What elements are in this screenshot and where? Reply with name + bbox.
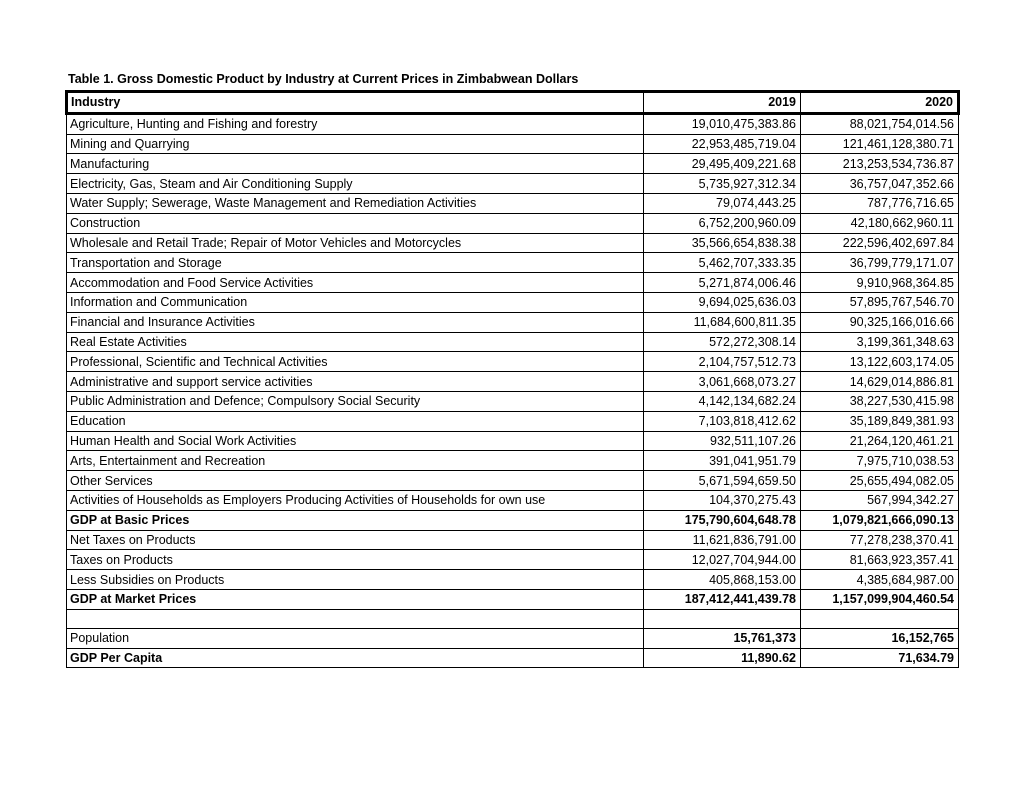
header-industry: Industry [67,92,644,114]
value-2020: 3,199,361,348.63 [801,332,959,352]
value-2020: 38,227,530,415.98 [801,391,959,411]
table-row [67,113,959,134]
value-2019: 104,370,275.43 [644,490,801,510]
subsidies-2019: 405,868,153.00 [644,570,801,590]
value-2020: 222,596,402,697.84 [801,233,959,253]
table-row [67,332,959,352]
table-row [67,411,959,431]
value-2019: 79,074,443.25 [644,193,801,213]
value-2019: 5,735,927,312.34 [644,174,801,194]
industry-cell: Other Services [67,471,644,491]
population-2020: 16,152,765 [801,628,959,648]
value-2020: 57,895,767,546.70 [801,292,959,312]
value-2020: 13,122,603,174.05 [801,352,959,372]
population-row [67,628,959,648]
per-capita-2020: 71,634.79 [801,648,959,668]
value-2020: 90,325,166,016.66 [801,312,959,332]
table-row [67,174,959,194]
blank-cell [644,609,801,628]
value-2019: 572,272,308.14 [644,332,801,352]
industry-cell: Electricity, Gas, Steam and Air Conditioning Supply [67,174,644,194]
value-2019: 19,010,475,383.86 [644,113,801,134]
table-row [67,431,959,451]
industry-cell: Administrative and support service activities [67,372,644,392]
value-2020: 21,264,120,461.21 [801,431,959,451]
table-title: Table 1. Gross Domestic Product by Industry at Current Prices in Zimbabwean Dollars [68,72,579,86]
table-row [67,154,959,174]
value-2019: 5,671,594,659.50 [644,471,801,491]
value-2019: 6,752,200,960.09 [644,213,801,233]
table-row [67,471,959,491]
table-row [67,312,959,332]
value-2020: 36,757,047,352.66 [801,174,959,194]
table-row [67,233,959,253]
gdp-market-2020: 1,157,099,904,460.54 [801,589,959,609]
value-2019: 391,041,951.79 [644,451,801,471]
subsidies-2020: 4,385,684,987.00 [801,570,959,590]
value-2019: 5,271,874,006.46 [644,273,801,293]
gdp-market-2019: 187,412,441,439.78 [644,589,801,609]
header-2019: 2019 [644,92,801,114]
value-2019: 22,953,485,719.04 [644,134,801,154]
per-capita-2019: 11,890.62 [644,648,801,668]
header-2020: 2020 [801,92,959,114]
subsidies-row [67,570,959,590]
industry-cell: Accommodation and Food Service Activities [67,273,644,293]
industry-cell: Agriculture, Hunting and Fishing and forestry [67,113,644,134]
value-2020: 787,776,716.65 [801,193,959,213]
value-2020: 25,655,494,082.05 [801,471,959,491]
table-row [67,352,959,372]
table-row [67,490,959,510]
table-row [67,451,959,471]
gdp-basic-label: GDP at Basic Prices [67,510,644,530]
value-2019: 9,694,025,636.03 [644,292,801,312]
net-taxes-2020: 77,278,238,370.41 [801,530,959,550]
blank-cell [801,609,959,628]
value-2020: 88,021,754,014.56 [801,113,959,134]
table-header-row [67,92,959,114]
value-2019: 35,566,654,838.38 [644,233,801,253]
value-2019: 932,511,107.26 [644,431,801,451]
table-row [67,134,959,154]
gdp-basic-2020: 1,079,821,666,090.13 [801,510,959,530]
blank-cell [67,609,644,628]
per-capita-label: GDP Per Capita [67,648,644,668]
value-2020: 14,629,014,886.81 [801,372,959,392]
industry-cell: Water Supply; Sewerage, Waste Management and Remediation Activities [67,193,644,213]
industry-cell: Activities of Households as Employers Producing Activities of Households for own use [67,490,644,510]
population-2019: 15,761,373 [644,628,801,648]
industry-cell: Mining and Quarrying [67,134,644,154]
value-2019: 2,104,757,512.73 [644,352,801,372]
table-row [67,193,959,213]
taxes-2020: 81,663,923,357.41 [801,550,959,570]
value-2020: 42,180,662,960.11 [801,213,959,233]
gdp-basic-row [67,510,959,530]
taxes-2019: 12,027,704,944.00 [644,550,801,570]
industry-cell: Arts, Entertainment and Recreation [67,451,644,471]
gdp-table [65,90,960,668]
industry-cell: Public Administration and Defence; Compulsory Social Security [67,391,644,411]
gdp-basic-2019: 175,790,604,648.78 [644,510,801,530]
value-2020: 36,799,779,171.07 [801,253,959,273]
value-2020: 35,189,849,381.93 [801,411,959,431]
industry-cell: Human Health and Social Work Activities [67,431,644,451]
value-2019: 7,103,818,412.62 [644,411,801,431]
gdp-market-label: GDP at Market Prices [67,589,644,609]
industry-cell: Transportation and Storage [67,253,644,273]
per-capita-row [67,648,959,668]
industry-cell: Wholesale and Retail Trade; Repair of Motor Vehicles and Motorcycles [67,233,644,253]
table-row [67,372,959,392]
value-2019: 29,495,409,221.68 [644,154,801,174]
table-row [67,253,959,273]
table-row [67,213,959,233]
industry-cell: Education [67,411,644,431]
value-2020: 7,975,710,038.53 [801,451,959,471]
value-2019: 3,061,668,073.27 [644,372,801,392]
subsidies-label: Less Subsidies on Products [67,570,644,590]
industry-cell: Manufacturing [67,154,644,174]
table-row [67,391,959,411]
table-row [67,273,959,293]
blank-row [67,609,959,628]
value-2020: 121,461,128,380.71 [801,134,959,154]
industry-cell: Information and Communication [67,292,644,312]
industry-cell: Construction [67,213,644,233]
gdp-market-row [67,589,959,609]
table-row [67,292,959,312]
value-2019: 4,142,134,682.24 [644,391,801,411]
net-taxes-row [67,530,959,550]
value-2019: 11,684,600,811.35 [644,312,801,332]
industry-cell: Financial and Insurance Activities [67,312,644,332]
value-2020: 213,253,534,736.87 [801,154,959,174]
net-taxes-label: Net Taxes on Products [67,530,644,550]
value-2019: 5,462,707,333.35 [644,253,801,273]
taxes-row [67,550,959,570]
industry-cell: Professional, Scientific and Technical Activities [67,352,644,372]
net-taxes-2019: 11,621,836,791.00 [644,530,801,550]
industry-cell: Real Estate Activities [67,332,644,352]
population-label: Population [67,628,644,648]
value-2020: 567,994,342.27 [801,490,959,510]
taxes-label: Taxes on Products [67,550,644,570]
value-2020: 9,910,968,364.85 [801,273,959,293]
